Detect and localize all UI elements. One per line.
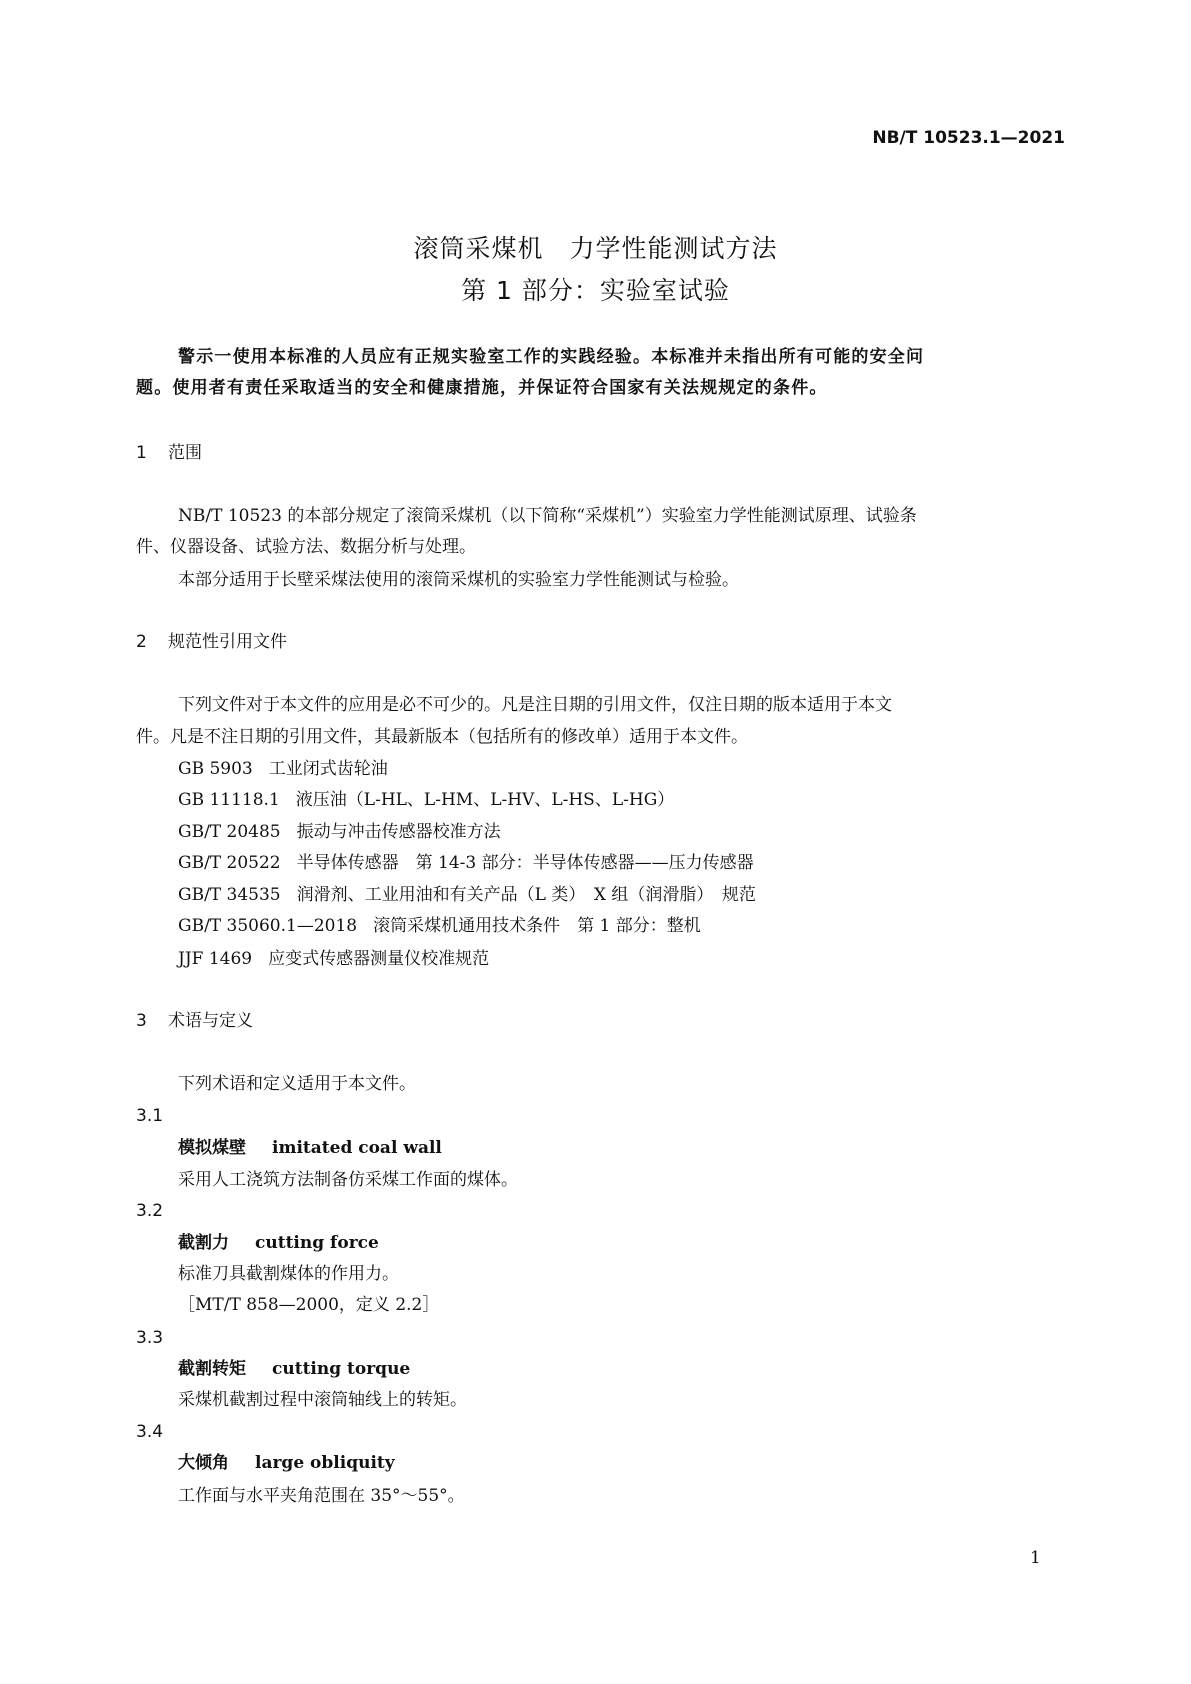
term-number: 3.2: [136, 1201, 164, 1221]
paragraph: 件。凡是不注日期的引用文件，其最新版本（包括所有的修改单）适用于本文件。: [136, 727, 748, 747]
term-en: cutting torque: [272, 1359, 411, 1379]
paragraph: 下列文件对于本文件的应用是必不可少的。凡是注日期的引用文件，仅注日期的版本适用于本文: [178, 695, 892, 715]
term-heading: [178, 1233, 379, 1253]
term-heading: [178, 1453, 395, 1473]
section-heading: [136, 443, 202, 463]
reference-item: [178, 885, 756, 905]
document-title: 滚筒采煤机 力学性能测试方法: [413, 234, 778, 263]
reference-item: [178, 759, 388, 779]
term-en: imitated coal wall: [272, 1138, 442, 1158]
paragraph: NB/T 10523 的本部分规定了滚筒采煤机（以下简称“采煤机”）实验室力学性能测试原理、试验条: [178, 506, 917, 526]
reference-item: [178, 949, 489, 969]
term-definition: 标准刀具截割煤体的作用力。: [178, 1264, 399, 1284]
reference-code: GB 5903: [178, 759, 253, 779]
term-definition: 采煤机截割过程中滚筒轴线上的转矩。: [178, 1390, 467, 1410]
section-number: 3: [136, 1011, 147, 1031]
term-en: cutting force: [255, 1233, 379, 1253]
term-zh: 大倾角: [178, 1453, 229, 1473]
term-zh: 截割转矩: [178, 1359, 246, 1379]
term-definition: 工作面与水平夹角范围在 35°～55°。: [178, 1486, 465, 1506]
reference-title: 润滑剂、工业用油和有关产品（L 类） X 组（润滑脂） 规范: [296, 885, 756, 905]
term-definition: 采用人工浇筑方法制备仿采煤工作面的煤体。: [178, 1170, 518, 1190]
reference-code: GB/T 20485: [178, 822, 281, 842]
reference-title: 工业闭式齿轮油: [268, 759, 388, 779]
section-title: 范围: [168, 443, 202, 463]
reference-item: [178, 853, 754, 873]
reference-code: JJF 1469: [178, 949, 253, 969]
term-number: 3.3: [136, 1328, 164, 1348]
section-number: 1: [136, 443, 147, 463]
reference-item: [178, 916, 701, 936]
reference-title: 液压油（L-HL、L-HM、L-HV、L-HS、L-HG）: [295, 790, 675, 810]
section-title: 术语与定义: [168, 1011, 253, 1031]
term-number: 3.1: [136, 1106, 164, 1126]
paragraph: 本部分适用于长壁采煤法使用的滚筒采煤机的实验室力学性能测试与检验。: [178, 570, 739, 590]
page-number: 1: [1030, 1548, 1041, 1568]
term-heading: [178, 1359, 410, 1379]
reference-title: 振动与冲击传感器校准方法: [296, 822, 501, 842]
reference-title: 半导体传感器 第 14-3 部分：半导体传感器——压力传感器: [296, 853, 754, 873]
warning-text: 题。使用者有责任采取适当的安全和健康措施，并保证符合国家有关法规规定的条件。: [136, 378, 828, 398]
reference-item: [178, 790, 674, 810]
paragraph: 下列术语和定义适用于本文件。: [178, 1074, 416, 1094]
term-source: ［MT/T 858—2000，定义 2.2］: [178, 1295, 440, 1315]
term-heading: [178, 1138, 442, 1158]
term-number: 3.4: [136, 1422, 164, 1442]
reference-item: [178, 822, 501, 842]
reference-title: 滚筒采煤机通用技术条件 第 1 部分：整机: [373, 916, 701, 936]
standard-number: NB/T 10523.1—2021: [872, 128, 1065, 148]
warning-text: 警示一使用本标准的人员应有正规实验室工作的实践经验。本标准并未指出所有可能的安全问: [178, 347, 925, 367]
section-title: 规范性引用文件: [168, 632, 287, 652]
reference-title: 应变式传感器测量仪校准规范: [268, 949, 490, 969]
reference-code: GB/T 20522: [178, 853, 281, 873]
term-zh: 模拟煤壁: [178, 1138, 246, 1158]
paragraph: 件、仪器设备、试验方法、数据分析与处理。: [136, 537, 476, 557]
term-en: large obliquity: [255, 1453, 395, 1473]
reference-code: GB 11118.1: [178, 790, 280, 810]
section-heading: [136, 632, 287, 652]
section-number: 2: [136, 632, 147, 652]
reference-code: GB/T 34535: [178, 885, 281, 905]
section-heading: [136, 1011, 253, 1031]
document-subtitle: 第 1 部分：实验室试验: [461, 276, 730, 305]
reference-code: GB/T 35060.1—2018: [178, 916, 358, 936]
term-zh: 截割力: [178, 1233, 229, 1253]
